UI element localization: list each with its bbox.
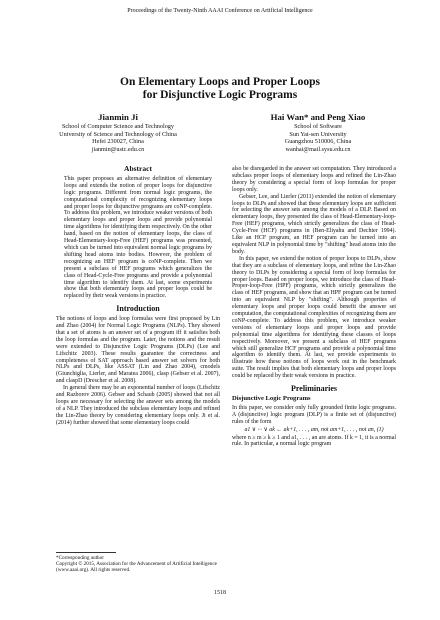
preliminaries-heading: Preliminaries <box>290 384 338 394</box>
author-1-email: jianmin@ustc.edu.cn <box>91 145 145 153</box>
author-1-line: School of Computer Science and Technology <box>61 123 174 130</box>
left-column <box>56 166 220 427</box>
formula-explanation: where n ≥ m ≥ k ≥ 1 and a1, . . . , an are atoms. If k = 1, it is a normal rule. In particular, a normal logic program <box>232 434 396 448</box>
right-paragraph-3: In this paper, we extend the notion of proper loops to DLPs, show that they are a subclass of elementary loops, and refine the Lin-Zhao theory to DLPs by considering a special form of loop formulas for proper loops. Based on proper loops, we introduce the class of Head-Proper-loop-Free (HPF) programs, which strictly generalizes the class of HEF programs, and show that an HPF program can be turned into an equivalent NLP by "shifting". Although properties of elementary loops and proper loops could benefit the answer set computation, the computational complexities of recognizing them are coNP-complete. To address this problem, we introduce weaker versions of elementary loops and proper loops and provide polynomial time algorithms for identifying these classes of loops respectively. Moreover, we present a subclass of HEF programs which still generalize HCF programs and provide a polynomial time algorithm to identify them. At last, we provide experiments to illustrate how these notions of loops work out in the benchmark suite. The result implies that both elementary loops and proper loops could be replaced by their weak versions in practice. <box>232 255 396 380</box>
author-2-name: Hai Wan* and Peng Xiao <box>270 112 366 122</box>
rule-formula: a1 ∨ ··· ∨ ak ← ak+1, . . . , am, not am+1, . . . , not an, (1) <box>244 426 384 433</box>
footnote <box>56 552 220 574</box>
author-2-line: Sun Yat-sen University <box>289 130 347 138</box>
intro-paragraph-1: The notions of loops and loop formulas were first proposed by Lin and Zhao (2004) for Normal Logic Programs (NLPs). They showed that a set of atoms is an answer set of a program iff it satisfies both the loop formulas and the program. Later, the notions and the result were extended to Disjunctive Logic Programs (DLPs) (Lee and Lifschitz 2003). These results guarantee the correctness and completeness of SAT approach based answer set solvers for both NLPs and DLPs, like ASSAT (Lin and Zhao 2004), cmodels (Giunchiglia, Lierler, and Maratea 2006), clasp (Gebser et al. 2007), and claspD (Drescher et al. 2008). <box>56 316 220 385</box>
title-line-2: for Disjunctive Logic Programs <box>142 89 298 101</box>
author-2 <box>218 112 418 153</box>
right-column <box>232 166 396 448</box>
author-1-line: Hefei 230027, China <box>92 138 144 146</box>
abstract-heading: Abstract <box>124 164 152 173</box>
author-2-email: wanhai@mail.sysu.edu.cn <box>285 145 351 153</box>
author-1-name: Jianmin Ji <box>98 112 138 122</box>
page-number: 1518 <box>214 590 226 596</box>
proceedings-header: Proceedings of the Twenty-Ninth AAAI Conference on Artificial Intelligence <box>127 8 313 14</box>
dlp-subheading: Disjunctive Logic Programs <box>232 395 311 402</box>
dlp-paragraph: In this paper, we consider only fully grounded finite logic programs. A (disjunctive) logic program (DLP) is a finite set of (disjunctive) rules of the form <box>232 404 396 425</box>
right-paragraph-2: Gebser, Lee, and Lierler (2011) extended the notion of elementary loops to DLPs and showed that these elementary loops are sufficient for selecting the answer sets among the models of a DLP. Based on elementary loops, they presented the class of Head-Elementary-loop-Free (HEF) programs, which strictly generalizes the class of Head-Cycle-Free (HCF) programs in (Ben-Eliyahu and Dechter 1994). Like an HCF program, an HEF program can be turned into an equivalent NLP in polynomial time by "shifting" head atoms into the body. <box>232 193 396 255</box>
copyright-note: Copyright © 2015, Association for the Advancement of Artificial Intelligence (www.aaai.org). All rights reserved. <box>56 561 217 574</box>
footnote-rule <box>56 552 116 553</box>
abstract-paragraph: This paper proposes an alternative definition of elementary loops and extends the notion of proper loops for disjunctive logic programs. Different from normal logic programs, the computational complexity of recognizing elementary loops and proper loops for disjunctive programs are coNP-complete. To address this problem, we introduce weaker versions of both elementary loops and proper loops and provide polynomial time algorithms for identifying them respectively. On the other hand, based on the notion of elementary loops, the class of Head-Elementary-loop-Free (HEF) programs was presented, which can be turned into equivalent normal logic programs by shifting head atoms into bodies. However, the problem of recognizing an HEF program is coNP-complete. Then we present a subclass of HEF programs which generalizes the class of Head-Cycle-Free programs and provide a polynomial time algorithm to identify them. At last, some experiments show that both elementary loops and proper loops could be replaced by their weak versions in practice. <box>64 175 212 300</box>
abstract-text <box>56 176 220 300</box>
author-2-line: Guangzhou 510006, China <box>284 138 352 146</box>
author-1 <box>18 112 218 153</box>
corresponding-author-note: *Corresponding author <box>56 555 104 561</box>
intro-paragraph-2: In general there may be an exponential number of loops (Lifschitz and Razborov 2006). Gebser and Schaub (2005) showed that not all loops are necessary for selecting the answer sets among the models of a NLP. They introduced the subclass elementary loops and refined the Lin-Zhao theory by considering elementary loops only. Ji et al. (2014) further showed that some elementary loops could <box>56 385 220 426</box>
right-paragraph-1: also be disregarded in the answer set computation. They introduced a subclass proper loops of elementary loops and refined the Lin-Zhao theory by considering a special form of loop formulas for proper loops only. <box>232 166 396 193</box>
paper-title <box>0 76 440 102</box>
title-line-1: On Elementary Loops and Proper Loops <box>120 76 320 88</box>
author-2-line: School of Software <box>294 123 342 130</box>
introduction-heading: Introduction <box>116 304 160 314</box>
author-1-line: University of Science and Technology of China <box>59 130 177 138</box>
